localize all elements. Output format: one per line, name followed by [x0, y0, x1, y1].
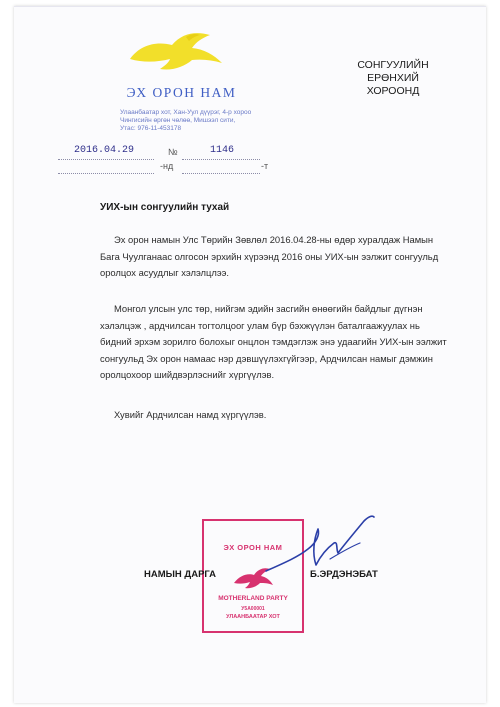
address-line: Улаанбаатар хот, Хан-Уул дүүрэг, 4-р хороо [120, 109, 252, 116]
ref-line-2a [58, 159, 154, 174]
body-paragraph: Монгол улсын улс төр, нийгэм эдийн засгийн өнөөгийн байдлыг дүгнэн хэлэлцэж , ардчилсан тогтолцоог улам бүр бэхжүүлэн баталгаажуулах нь бидний эрхэм зорилго болохыг онцлон тэмдэглэж энэ удаагийн УИХ-ын ээлжит сонгуульд Эх орон намаас нэр дэвшүүлэхгүйгээр, Ардчилсан намыг дэмжин оролцохоор шийдвэрлэснийг хүргүүлэв. [100, 303, 447, 381]
recipient-line: СОНГУУЛИЙН ЕРӨНХИЙ [357, 59, 429, 84]
address-line: Утас: 976-11-453178 [120, 125, 182, 132]
signatory-name: Б.ЭРДЭНЭБАТ [310, 569, 378, 580]
recipient-line: ХОРООНД [366, 85, 420, 97]
number-symbol: № [168, 147, 178, 157]
recipient-block [334, 59, 452, 98]
date-value: 2016.04.29 [74, 145, 135, 156]
stamp-reg-text: У5А00001 [241, 606, 265, 612]
letter-page [14, 6, 486, 703]
stamp-city-text: УЛААНБААТАР ХОТ [226, 614, 280, 620]
stamp-top-text: ЭХ ОРОН НАМ [223, 543, 283, 552]
body-paragraph: Эх орон намын Улс Төрийн Зөвлөл 2016.04.28-ны өдөр хуралдаж Намын Бага Чуулганаас олгосон эрхийн хүрээнд 2016 оны УИХ-ын ээлжит сонгуульд оролцох асуудлыг хэлэлцлээ. [100, 234, 439, 279]
body-paragraph: Хувийг Ардчилсан намд хүргүүлэв. [114, 409, 267, 420]
party-name: ЭХ ОРОН НАМ [126, 85, 237, 100]
ref-line-2-end: -т [261, 161, 269, 171]
address-line: Чингисийн өргөн чөлөө, Мишээл сити, [120, 117, 236, 124]
stamp-english-text: MOTHERLAND PARTY [218, 595, 288, 602]
ref-line-2b [182, 159, 260, 174]
letterhead-address [120, 109, 280, 133]
ref-line-2-label: -нд [160, 161, 174, 171]
party-logo-horse [126, 29, 226, 73]
number-value: 1146 [210, 145, 235, 156]
letter-subject: УИХ-ын сонгуулийн тухай [100, 202, 230, 213]
signatory-title: НАМЫН ДАРГА [144, 569, 217, 580]
